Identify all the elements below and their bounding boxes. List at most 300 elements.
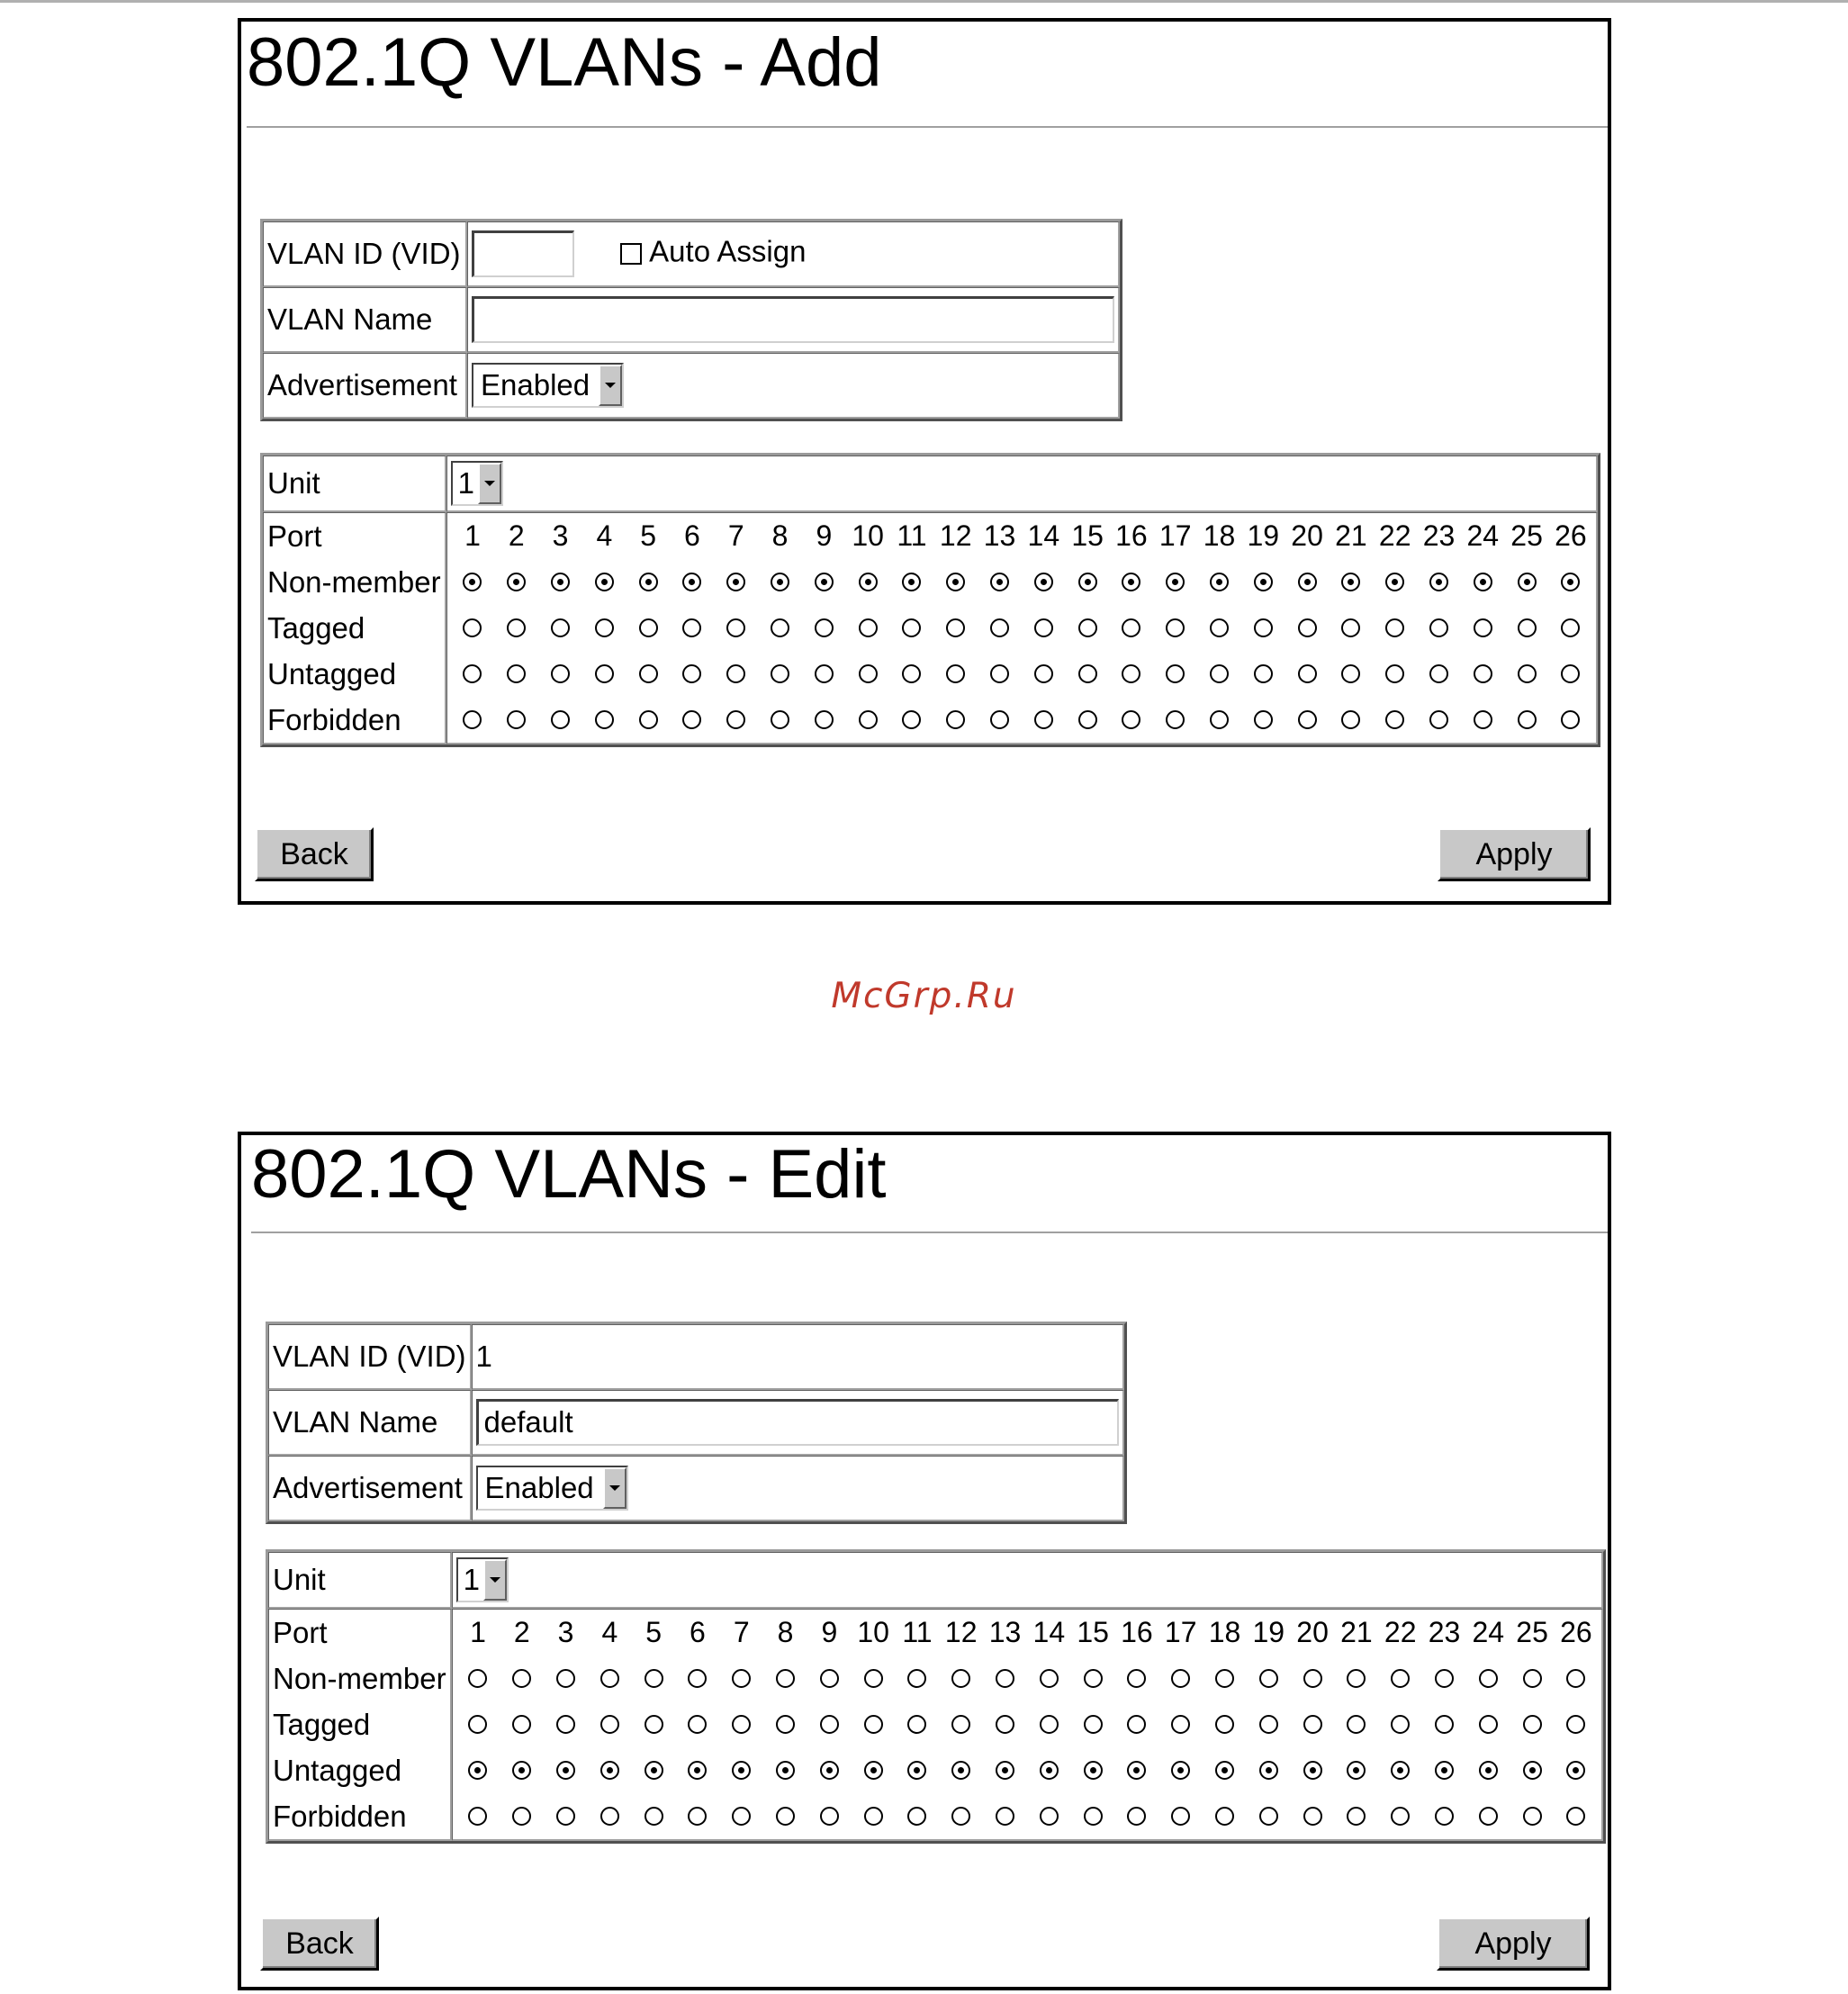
- forbidden-radio[interactable]: [1040, 1807, 1059, 1826]
- radio-cell: [1247, 1669, 1291, 1688]
- untagged-radio[interactable]: [990, 664, 1009, 683]
- tagged-radio[interactable]: [1341, 618, 1360, 637]
- non-member-radio[interactable]: [996, 1669, 1014, 1688]
- forbidden-radio[interactable]: [1127, 1807, 1146, 1826]
- untagged-radio[interactable]: [1122, 664, 1140, 683]
- radio-cell: [1291, 1669, 1335, 1688]
- radio-cell: [1554, 1807, 1598, 1826]
- tagged-radio[interactable]: [1034, 618, 1053, 637]
- radio-cell: [933, 710, 978, 729]
- tagged-radio[interactable]: [990, 618, 1009, 637]
- untagged-radio[interactable]: [1347, 1761, 1366, 1780]
- tagged-radio[interactable]: [1518, 618, 1537, 637]
- radio-cell: [807, 1669, 852, 1688]
- advertisement-cell: [472, 1456, 1124, 1521]
- advertisement-select[interactable]: [472, 363, 624, 408]
- non-member-radio[interactable]: [1171, 1669, 1190, 1688]
- non-member-radio[interactable]: [732, 1669, 751, 1688]
- back-button[interactable]: Back: [255, 827, 374, 881]
- forbidden-radio[interactable]: [1210, 710, 1229, 729]
- radio-cell: [1203, 1715, 1247, 1734]
- tagged-radio[interactable]: [1171, 1715, 1190, 1734]
- radio-cell: [719, 1761, 763, 1780]
- non-member-radio-row: [451, 559, 1593, 605]
- back-button[interactable]: Back: [260, 1917, 379, 1971]
- radio-cell: [714, 573, 758, 591]
- forbidden-radio[interactable]: [468, 1807, 487, 1826]
- tagged-radio[interactable]: [907, 1715, 926, 1734]
- non-member-radio[interactable]: [951, 1669, 970, 1688]
- non-member-radio[interactable]: [946, 573, 965, 591]
- forbidden-radio[interactable]: [1391, 1807, 1410, 1826]
- tagged-radio[interactable]: [820, 1715, 839, 1734]
- untagged-radio[interactable]: [1341, 664, 1360, 683]
- radio-cell: [978, 618, 1022, 637]
- untagged-radio[interactable]: [1523, 1761, 1542, 1780]
- tagged-radio[interactable]: [726, 618, 745, 637]
- non-member-radio[interactable]: [1166, 573, 1185, 591]
- non-member-radio[interactable]: [1127, 1669, 1146, 1688]
- untagged-radio[interactable]: [1166, 664, 1185, 683]
- non-member-radio[interactable]: [1298, 573, 1317, 591]
- tagged-radio[interactable]: [1084, 1715, 1103, 1734]
- tagged-radio[interactable]: [1215, 1715, 1234, 1734]
- non-member-radio[interactable]: [1518, 573, 1537, 591]
- untagged-radio[interactable]: [1084, 1761, 1103, 1780]
- untagged-radio[interactable]: [771, 664, 789, 683]
- radio-cell: [896, 1761, 940, 1780]
- forbidden-radio[interactable]: [859, 710, 878, 729]
- untagged-radio[interactable]: [1215, 1761, 1234, 1780]
- untagged-radio[interactable]: [1479, 1761, 1498, 1780]
- tagged-radio[interactable]: [1385, 618, 1404, 637]
- untagged-radio[interactable]: [902, 664, 921, 683]
- untagged-radio[interactable]: [595, 664, 614, 683]
- forbidden-radio[interactable]: [1385, 710, 1404, 729]
- untagged-radio[interactable]: [776, 1761, 795, 1780]
- non-member-radio[interactable]: [551, 573, 570, 591]
- non-member-radio[interactable]: [1479, 1669, 1498, 1688]
- forbidden-radio[interactable]: [556, 1807, 575, 1826]
- tagged-radio[interactable]: [463, 618, 482, 637]
- tagged-radio[interactable]: [902, 618, 921, 637]
- forbidden-radio[interactable]: [1566, 1807, 1585, 1826]
- port-number: 7: [727, 519, 744, 552]
- forbidden-radio[interactable]: [463, 710, 482, 729]
- untagged-radio[interactable]: [1034, 664, 1053, 683]
- vid-input[interactable]: [472, 230, 574, 277]
- untagged-radio[interactable]: [1040, 1761, 1059, 1780]
- forbidden-radio[interactable]: [771, 710, 789, 729]
- forbidden-radio[interactable]: [820, 1807, 839, 1826]
- non-member-radio[interactable]: [1347, 1669, 1366, 1688]
- untagged-radio[interactable]: [1127, 1761, 1146, 1780]
- radio-cell: [1422, 1715, 1466, 1734]
- non-member-radio[interactable]: [815, 573, 834, 591]
- tagged-radio[interactable]: [682, 618, 701, 637]
- tagged-radio[interactable]: [639, 618, 658, 637]
- non-member-radio[interactable]: [902, 573, 921, 591]
- forbidden-radio[interactable]: [1084, 1807, 1103, 1826]
- non-member-radio[interactable]: [1429, 573, 1448, 591]
- forbidden-radio[interactable]: [1122, 710, 1140, 729]
- tagged-radio[interactable]: [771, 618, 789, 637]
- forbidden-radio[interactable]: [1561, 710, 1580, 729]
- non-member-radio[interactable]: [1566, 1669, 1585, 1688]
- untagged-radio[interactable]: [600, 1761, 619, 1780]
- radio-cell: [671, 573, 715, 591]
- tagged-radio[interactable]: [1254, 618, 1273, 637]
- forbidden-radio[interactable]: [639, 710, 658, 729]
- tagged-radio[interactable]: [551, 618, 570, 637]
- non-member-radio[interactable]: [468, 1669, 487, 1688]
- non-member-radio[interactable]: [726, 573, 745, 591]
- untagged-radio[interactable]: [1518, 664, 1537, 683]
- radio-cell: [456, 1669, 500, 1688]
- radio-cell: [1071, 1761, 1115, 1780]
- tagged-radio[interactable]: [688, 1715, 707, 1734]
- tagged-radio[interactable]: [996, 1715, 1014, 1734]
- non-member-radio[interactable]: [1561, 573, 1580, 591]
- tagged-radio[interactable]: [1210, 618, 1229, 637]
- tagged-radio[interactable]: [1303, 1715, 1322, 1734]
- forbidden-radio-row: [456, 1793, 1599, 1839]
- forbidden-radio[interactable]: [1523, 1807, 1542, 1826]
- untagged-radio[interactable]: [645, 1761, 663, 1780]
- port-number: 21: [1335, 519, 1367, 552]
- non-member-radio[interactable]: [1474, 573, 1492, 591]
- non-member-radio[interactable]: [507, 573, 526, 591]
- untagged-radio[interactable]: [507, 664, 526, 683]
- chevron-down-icon[interactable]: [478, 463, 501, 504]
- forbidden-radio[interactable]: [688, 1807, 707, 1826]
- forbidden-radio[interactable]: [1303, 1807, 1322, 1826]
- forbidden-radio[interactable]: [902, 710, 921, 729]
- tagged-radio[interactable]: [468, 1715, 487, 1734]
- forbidden-radio[interactable]: [946, 710, 965, 729]
- forbidden-radio[interactable]: [1259, 1807, 1278, 1826]
- untagged-radio[interactable]: [551, 664, 570, 683]
- radio-cell: [451, 573, 495, 591]
- forbidden-radio[interactable]: [1347, 1807, 1366, 1826]
- untagged-radio[interactable]: [1259, 1761, 1278, 1780]
- advertisement-select[interactable]: [476, 1466, 628, 1511]
- untagged-radio[interactable]: [815, 664, 834, 683]
- port-number: 4: [601, 1616, 618, 1648]
- non-member-radio[interactable]: [907, 1669, 926, 1688]
- radio-cell: [1510, 1715, 1555, 1734]
- tagged-radio[interactable]: [1127, 1715, 1146, 1734]
- untagged-radio[interactable]: [1254, 664, 1273, 683]
- untagged-radio[interactable]: [946, 664, 965, 683]
- untagged-radio[interactable]: [1171, 1761, 1190, 1780]
- radio-cell: [933, 618, 978, 637]
- radio-cell: [1466, 1669, 1510, 1688]
- radio-cell: [763, 1715, 807, 1734]
- untagged-radio[interactable]: [1303, 1761, 1322, 1780]
- untagged-radio[interactable]: [1391, 1761, 1410, 1780]
- port-number: 19: [1247, 519, 1280, 552]
- forbidden-radio[interactable]: [1034, 710, 1053, 729]
- auto-assign-checkbox[interactable]: [620, 243, 642, 265]
- radio-cell: [1022, 573, 1066, 591]
- untagged-radio[interactable]: [1435, 1761, 1454, 1780]
- unit-cell: [452, 1552, 1604, 1609]
- tagged-radio[interactable]: [1523, 1715, 1542, 1734]
- non-member-radio[interactable]: [864, 1669, 883, 1688]
- non-member-radio[interactable]: [682, 573, 701, 591]
- non-member-radio[interactable]: [1034, 573, 1053, 591]
- forbidden-radio[interactable]: [732, 1807, 751, 1826]
- untagged-radio[interactable]: [1561, 664, 1580, 683]
- untagged-radio[interactable]: [1474, 664, 1492, 683]
- radio-cell: [676, 1669, 720, 1688]
- port-number-row: [456, 1610, 1599, 1656]
- non-member-radio[interactable]: [645, 1669, 663, 1688]
- non-member-radio[interactable]: [859, 573, 878, 591]
- non-member-radio[interactable]: [600, 1669, 619, 1688]
- radio-cell: [896, 1715, 940, 1734]
- port-number: 22: [1384, 1616, 1417, 1648]
- forbidden-radio[interactable]: [1298, 710, 1317, 729]
- tagged-radio[interactable]: [507, 618, 526, 637]
- forbidden-radio[interactable]: [595, 710, 614, 729]
- non-member-radio[interactable]: [1210, 573, 1229, 591]
- port-number: 5: [645, 1616, 663, 1648]
- radio-cell: [1022, 618, 1066, 637]
- forbidden-radio[interactable]: [990, 710, 1009, 729]
- non-member-radio[interactable]: [1523, 1669, 1542, 1688]
- tagged-radio[interactable]: [556, 1715, 575, 1734]
- radio-cell: [719, 1715, 763, 1734]
- vlan-name-input[interactable]: [472, 296, 1114, 343]
- radio-cell: [846, 664, 890, 683]
- port-grid: [456, 1610, 1599, 1839]
- non-member-radio[interactable]: [776, 1669, 795, 1688]
- non-member-radio[interactable]: [463, 573, 482, 591]
- chevron-down-icon[interactable]: [599, 365, 622, 406]
- forbidden-radio[interactable]: [815, 710, 834, 729]
- forbidden-radio[interactable]: [1435, 1807, 1454, 1826]
- untagged-radio[interactable]: [951, 1761, 970, 1780]
- forbidden-radio[interactable]: [600, 1807, 619, 1826]
- untagged-radio[interactable]: [468, 1761, 487, 1780]
- tagged-radio[interactable]: [1298, 618, 1317, 637]
- tagged-radio[interactable]: [815, 618, 834, 637]
- non-member-radio[interactable]: [1084, 1669, 1103, 1688]
- tagged-radio[interactable]: [1429, 618, 1448, 637]
- radio-cell: [500, 1715, 544, 1734]
- radio-cell: [588, 1715, 632, 1734]
- page-title: 802.1Q VLANs - Add: [247, 24, 882, 101]
- radio-cell: [1505, 573, 1549, 591]
- non-member-radio[interactable]: [639, 573, 658, 591]
- non-member-radio[interactable]: [1385, 573, 1404, 591]
- radio-cell: [890, 710, 934, 729]
- apply-button[interactable]: Apply: [1437, 1917, 1590, 1971]
- radio-cell: [1071, 1669, 1115, 1688]
- forbidden-radio[interactable]: [1429, 710, 1448, 729]
- forbidden-radio[interactable]: [1166, 710, 1185, 729]
- forbidden-radio[interactable]: [1479, 1807, 1498, 1826]
- radio-cell: [1158, 1669, 1203, 1688]
- untagged-radio[interactable]: [512, 1761, 531, 1780]
- untagged-radio[interactable]: [1429, 664, 1448, 683]
- forbidden-radio[interactable]: [996, 1807, 1014, 1826]
- untagged-radio[interactable]: [1298, 664, 1317, 683]
- forbidden-radio[interactable]: [512, 1807, 531, 1826]
- tagged-radio[interactable]: [1479, 1715, 1498, 1734]
- radio-cell: [1066, 618, 1110, 637]
- untagged-radio[interactable]: [1210, 664, 1229, 683]
- tagged-radio[interactable]: [859, 618, 878, 637]
- radio-cell: [1115, 1761, 1159, 1780]
- radio-cell: [1022, 664, 1066, 683]
- forbidden-radio[interactable]: [907, 1807, 926, 1826]
- non-member-radio[interactable]: [1391, 1669, 1410, 1688]
- unit-select[interactable]: [456, 1557, 509, 1602]
- untagged-radio[interactable]: [864, 1761, 883, 1780]
- radio-cell: [1548, 573, 1592, 591]
- radio-cell: [494, 710, 538, 729]
- tagged-radio[interactable]: [595, 618, 614, 637]
- untagged-radio[interactable]: [820, 1761, 839, 1780]
- non-member-radio[interactable]: [1435, 1669, 1454, 1688]
- port-membership-table: [260, 453, 1600, 747]
- non-member-radio[interactable]: [1254, 573, 1273, 591]
- tagged-radio[interactable]: [951, 1715, 970, 1734]
- radio-cell: [1110, 573, 1154, 591]
- untagged-radio[interactable]: [688, 1761, 707, 1780]
- untagged-radio[interactable]: [463, 664, 482, 683]
- forbidden-radio[interactable]: [1474, 710, 1492, 729]
- radio-cell: [1505, 664, 1549, 683]
- tagged-radio[interactable]: [645, 1715, 663, 1734]
- port-row-label: Port: [273, 1616, 328, 1649]
- untagged-radio[interactable]: [996, 1761, 1014, 1780]
- radio-cell: [1373, 664, 1417, 683]
- tagged-radio[interactable]: [1561, 618, 1580, 637]
- tagged-radio[interactable]: [864, 1715, 883, 1734]
- port-number: 20: [1296, 1616, 1329, 1648]
- tagged-radio[interactable]: [1078, 618, 1097, 637]
- tagged-radio[interactable]: [1122, 618, 1140, 637]
- forbidden-radio[interactable]: [682, 710, 701, 729]
- tagged-radio[interactable]: [1040, 1715, 1059, 1734]
- tagged-radio[interactable]: [1566, 1715, 1585, 1734]
- forbidden-radio[interactable]: [645, 1807, 663, 1826]
- untagged-radio[interactable]: [907, 1761, 926, 1780]
- chevron-down-icon[interactable]: [603, 1467, 627, 1509]
- non-member-radio[interactable]: [1078, 573, 1097, 591]
- port-number: 25: [1510, 519, 1543, 552]
- unit-select[interactable]: [451, 461, 503, 506]
- chevron-down-icon[interactable]: [483, 1559, 507, 1601]
- forbidden-radio[interactable]: [1254, 710, 1273, 729]
- forbidden-radio[interactable]: [1518, 710, 1537, 729]
- radio-cell: [1335, 1715, 1379, 1734]
- radio-cell: [846, 573, 890, 591]
- radio-cell: [451, 664, 495, 683]
- non-member-radio[interactable]: [820, 1669, 839, 1688]
- non-member-radio[interactable]: [990, 573, 1009, 591]
- untagged-radio[interactable]: [1566, 1761, 1585, 1780]
- forbidden-radio[interactable]: [1078, 710, 1097, 729]
- non-member-radio[interactable]: [1215, 1669, 1234, 1688]
- non-member-radio[interactable]: [595, 573, 614, 591]
- radio-cell: [1241, 618, 1285, 637]
- tagged-radio[interactable]: [1435, 1715, 1454, 1734]
- radio-cell: [676, 1715, 720, 1734]
- radio-cell: [763, 1761, 807, 1780]
- non-member-radio[interactable]: [512, 1669, 531, 1688]
- radio-cell: [1066, 710, 1110, 729]
- non-member-radio[interactable]: [771, 573, 789, 591]
- radio-cell: [1110, 664, 1154, 683]
- forbidden-radio[interactable]: [776, 1807, 795, 1826]
- non-member-radio[interactable]: [1040, 1669, 1059, 1688]
- forbidden-radio[interactable]: [1215, 1807, 1234, 1826]
- untagged-radio[interactable]: [556, 1761, 575, 1780]
- vlan-name-input[interactable]: default: [476, 1399, 1119, 1446]
- forbidden-radio[interactable]: [951, 1807, 970, 1826]
- radio-cell: [978, 573, 1022, 591]
- radio-cell: [890, 618, 934, 637]
- untagged-radio[interactable]: [859, 664, 878, 683]
- radio-cell: [1285, 573, 1330, 591]
- forbidden-radio[interactable]: [551, 710, 570, 729]
- tagged-radio[interactable]: [600, 1715, 619, 1734]
- untagged-radio[interactable]: [639, 664, 658, 683]
- radio-cell: [1291, 1715, 1335, 1734]
- forbidden-radio[interactable]: [1341, 710, 1360, 729]
- non-member-radio[interactable]: [688, 1669, 707, 1688]
- apply-button[interactable]: Apply: [1438, 827, 1591, 881]
- forbidden-radio[interactable]: [507, 710, 526, 729]
- tagged-radio[interactable]: [1166, 618, 1185, 637]
- tagged-radio[interactable]: [512, 1715, 531, 1734]
- port-number-row: [451, 513, 1593, 559]
- untagged-radio[interactable]: [732, 1761, 751, 1780]
- tagged-radio[interactable]: [1474, 618, 1492, 637]
- non-member-radio[interactable]: [1303, 1669, 1322, 1688]
- tagged-radio[interactable]: [1259, 1715, 1278, 1734]
- non-member-radio[interactable]: [556, 1669, 575, 1688]
- untagged-radio[interactable]: [1078, 664, 1097, 683]
- non-member-radio[interactable]: [1122, 573, 1140, 591]
- untagged-radio[interactable]: [726, 664, 745, 683]
- non-member-radio[interactable]: [1259, 1669, 1278, 1688]
- tagged-radio[interactable]: [1391, 1715, 1410, 1734]
- tagged-radio[interactable]: [732, 1715, 751, 1734]
- untagged-radio[interactable]: [1385, 664, 1404, 683]
- tagged-radio[interactable]: [776, 1715, 795, 1734]
- untagged-radio[interactable]: [682, 664, 701, 683]
- advertisement-label: Advertisement: [268, 1456, 472, 1521]
- forbidden-radio[interactable]: [864, 1807, 883, 1826]
- radio-cell: [494, 618, 538, 637]
- forbidden-radio[interactable]: [726, 710, 745, 729]
- non-member-radio[interactable]: [1341, 573, 1360, 591]
- port-number: 24: [1472, 1616, 1505, 1648]
- tagged-radio[interactable]: [946, 618, 965, 637]
- radio-cell: [1335, 1669, 1379, 1688]
- tagged-radio[interactable]: [1347, 1715, 1366, 1734]
- radio-cell: [1022, 710, 1066, 729]
- forbidden-radio[interactable]: [1171, 1807, 1190, 1826]
- radio-cell: [939, 1715, 983, 1734]
- port-number: 23: [1428, 1616, 1461, 1648]
